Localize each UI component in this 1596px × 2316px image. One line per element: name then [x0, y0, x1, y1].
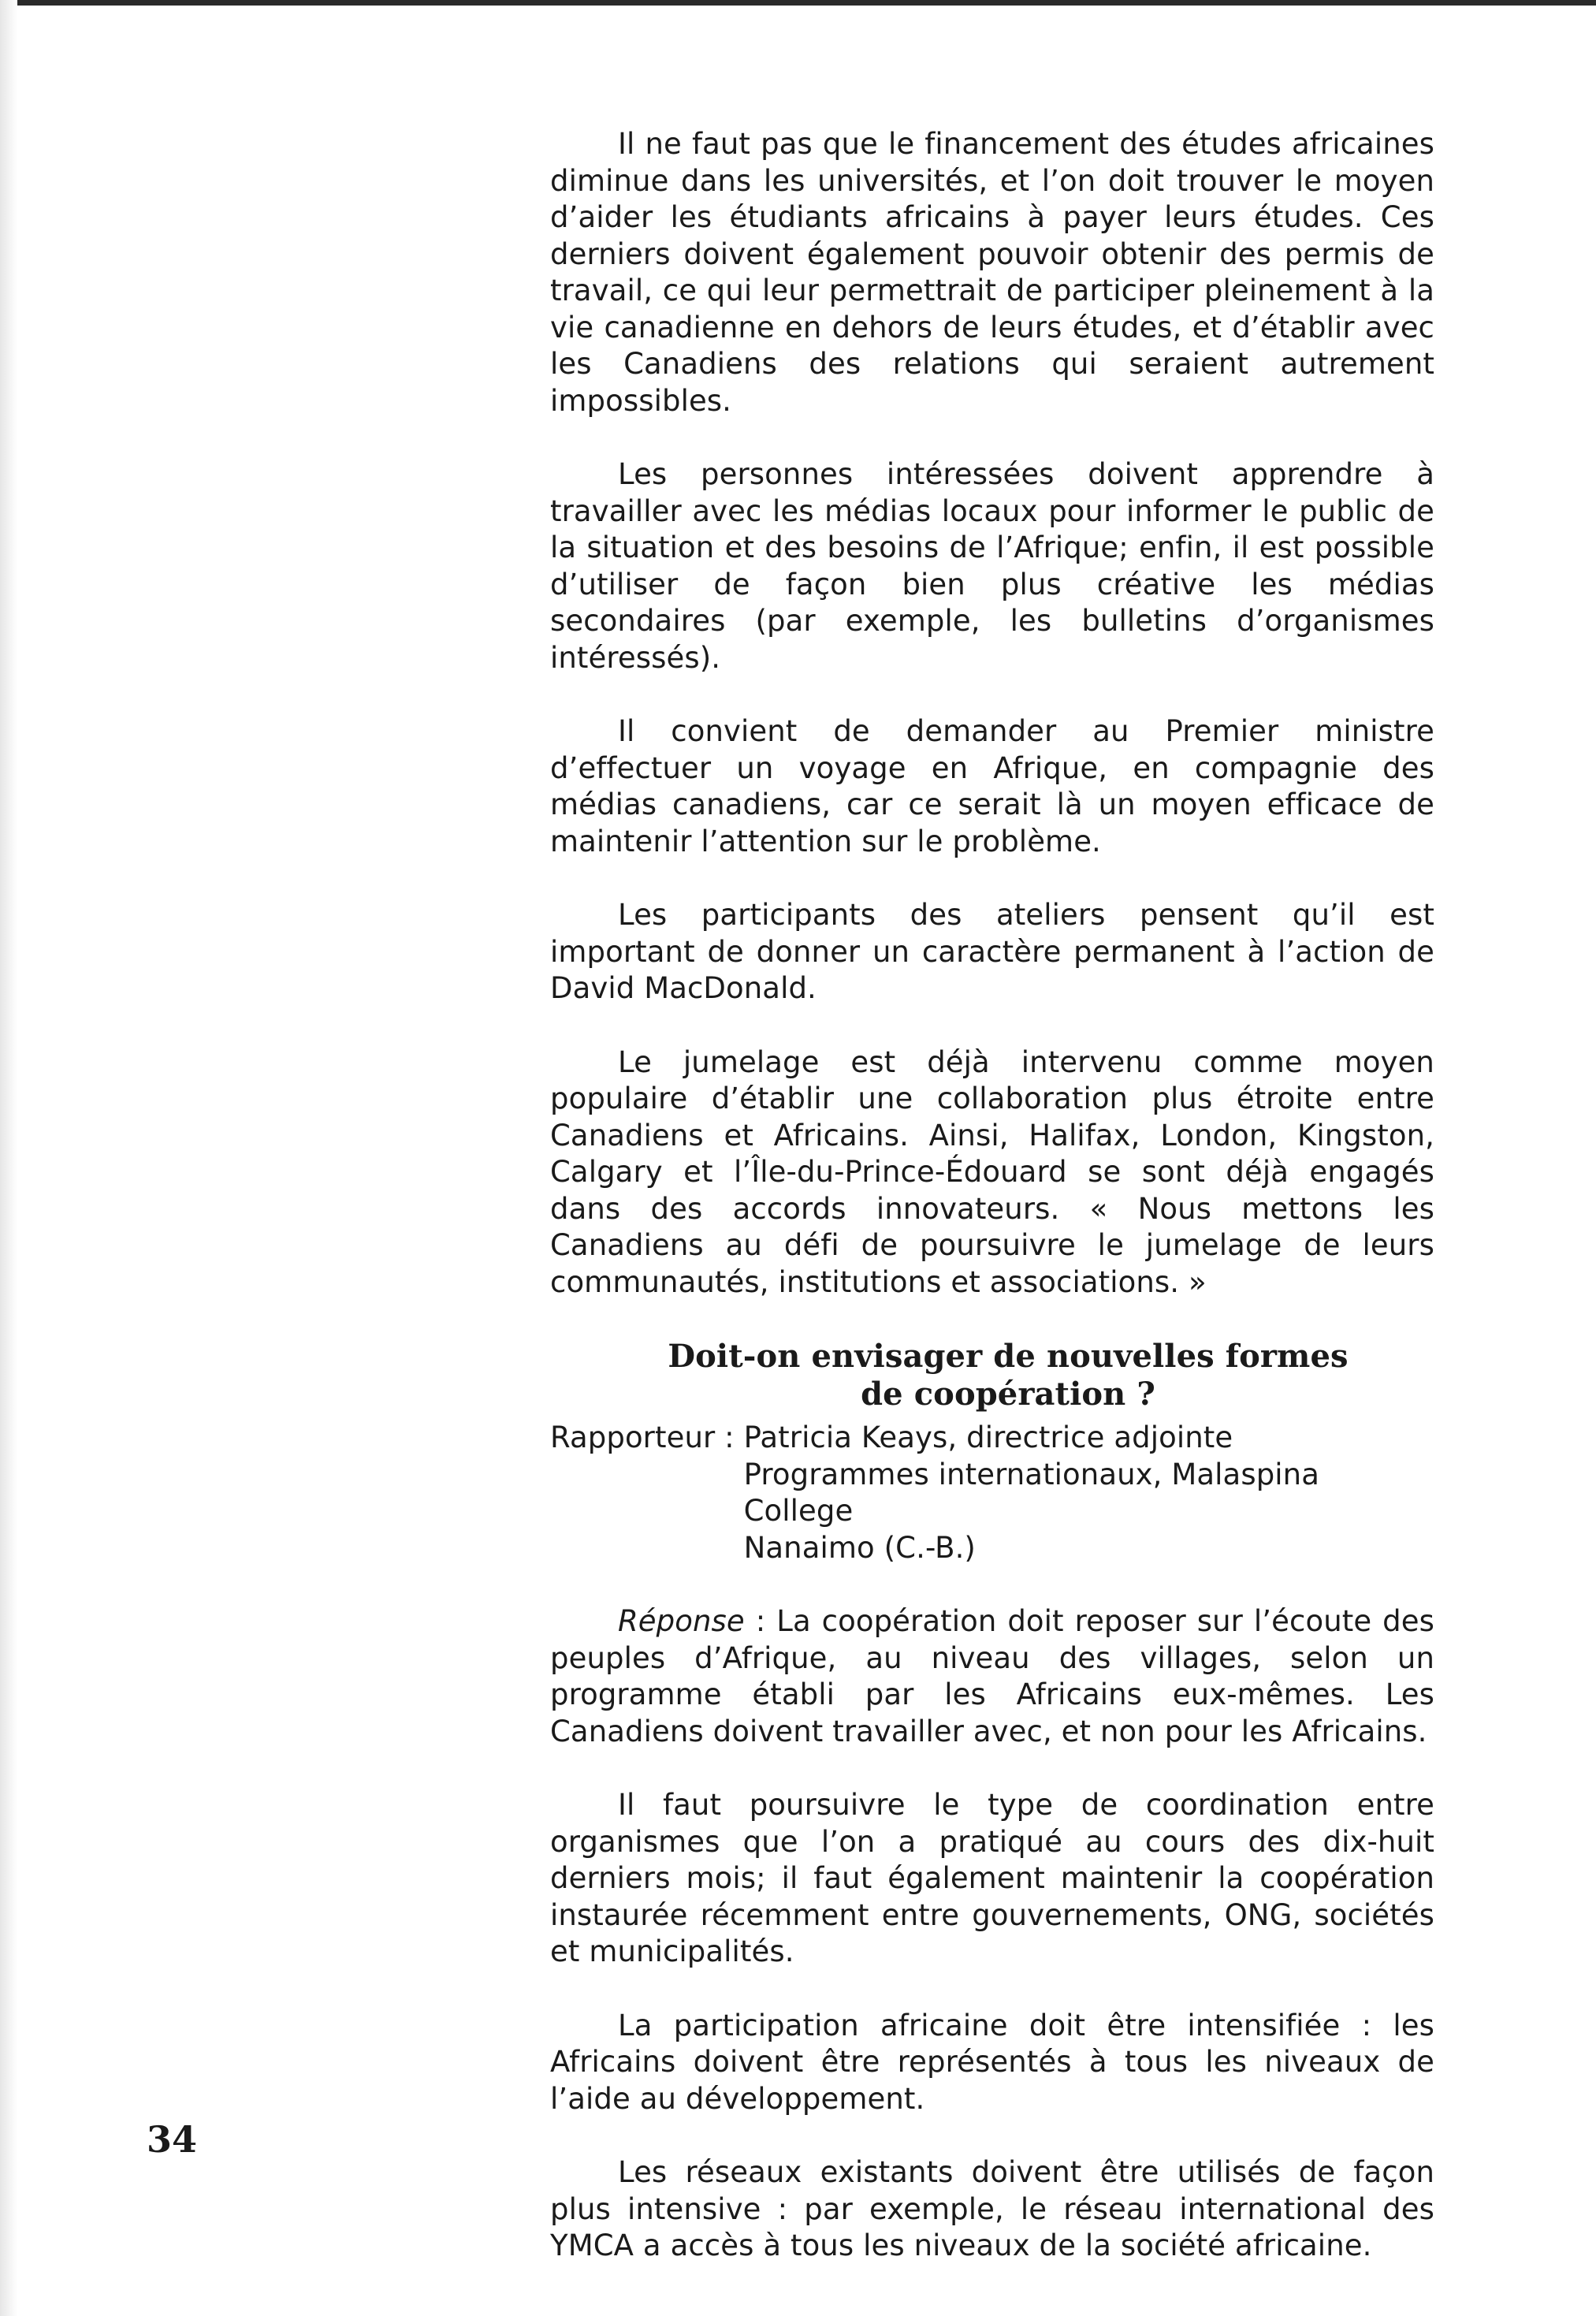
paragraph-reponse: [550, 1603, 1434, 1750]
rapporteur-label: Rapporteur :: [550, 1421, 744, 1454]
paragraph-prime-minister: Il convient de demander au Premier ministre d’effectuer un voyage en Afrique, en compagnie des médias canadiens, car ce serait là un moyen efficace de maintenir l’attention sur le problème.: [550, 714, 1434, 858]
rapporteur-details: [744, 1420, 1434, 1566]
paragraph-coordination: Il faut poursuivre le type de coordination entre organismes que l’on a pratiqué au cours des dix-huit derniers mois; il faut également maintenir la coopération instaurée récemment entre gouvernements, ONG, sociétés et municipalités.: [550, 1788, 1434, 1968]
reponse-text: : La coopération doit reposer sur l’écoute des peuples d’Afrique, au niveau des villages, selon un programme établi par les Africains eux-mêmes. Les Canadiens doivent travailler avec, et non pour les Africains.: [550, 1604, 1434, 1748]
section-heading-line-2: de coopération ?: [861, 1376, 1155, 1413]
paragraph-networks: Les réseaux existants doivent être utilisés de façon plus intensive : par exemple, le réseau international des YMCA a accès à tous les niveaux de la société africaine.: [550, 2155, 1434, 2262]
rapporteur-name: Patricia Keays, directrice adjointe: [743, 1421, 1233, 1454]
section-heading: [550, 1338, 1434, 1413]
paragraph-workshops: Les participants des ateliers pensent qu’il est important de donner un caractère permanent à l’action de David MacDonald.: [550, 898, 1434, 1005]
text-column: [550, 126, 1434, 2265]
paragraph-funding: Il ne faut pas que le financement des études africaines diminue dans les universités, et l’on doit trouver le moyen d’aider les étudiants africains à payer leurs études. Ces derniers doivent également pouvoir obtenir des permis de travail, ce qui leur permettrait de participer pleinement à la vie canadienne en dehors de leurs études, et d’établir avec les Canadiens des relations qui seraient autrement impossibles.: [550, 127, 1434, 418]
scan-edge-top: [0, 0, 1596, 6]
paragraph-twinning: Le jumelage est déjà intervenu comme moyen populaire d’établir une collaboration plus étroite entre Canadiens et Africains. Ainsi, Halifax, London, Kingston, Calgary et l’Île-du-Prince-Édouard se sont déjà engagés dans des accords innovateurs. « Nous mettons les Canadiens au défi de poursuivre le jumelage de leurs communautés, institutions et associations. »: [550, 1044, 1434, 1299]
reponse-label: Réponse: [618, 1604, 745, 1638]
rapporteur-organization: Programmes internationaux, Malaspina College: [743, 1457, 1320, 1528]
rapporteur-location: Nanaimo (C.-B.): [743, 1530, 976, 1565]
paragraph-african-participation: La participation africaine doit être intensifiée : les Africains doivent être représentés à tous les niveaux de l’aide au développement.: [550, 2008, 1434, 2116]
scan-edge-left: [0, 0, 17, 2316]
page-number: 34: [147, 2118, 198, 2161]
rapporteur-block: [550, 1420, 1434, 1566]
paragraph-media: Les personnes intéressées doivent apprendre à travailler avec les médias locaux pour informer le public de la situation et des besoins de l’Afrique; enfin, il est possible d’utiliser de façon bien plus créative les médias secondaires (par exemple, les bulletins d’organismes intéressés).: [550, 457, 1434, 675]
section-heading-line-1: Doit-on envisager de nouvelles formes: [668, 1338, 1349, 1375]
